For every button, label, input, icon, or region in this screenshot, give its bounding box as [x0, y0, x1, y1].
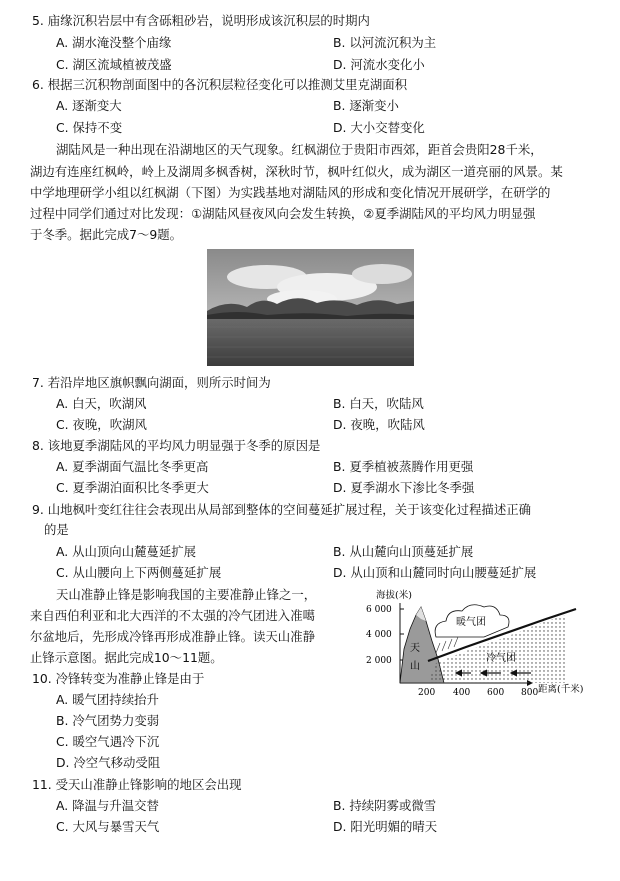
front-diagram: [366, 589, 598, 697]
passage1-line2: 湖边有连座红枫岭，岭上及湖周多枫香树，深秋时节，枫叶红似火，成为湖区一道亮丽的风景。某: [30, 164, 563, 179]
q11-option-a[interactable]: A. 降温与升温交替: [56, 798, 159, 813]
passage2-line3: 尔盆地后，先形成冷锋再形成准静止锋。读天山准静: [30, 629, 315, 644]
q6-option-b[interactable]: B. 逐渐变小: [333, 98, 399, 113]
q8-option-c[interactable]: C. 夏季湖泊面积比冬季更大: [56, 480, 209, 495]
y-axis-label: 海拔(米): [376, 590, 412, 601]
q7-option-c[interactable]: C. 夜晚，吹湖风: [56, 417, 147, 432]
q5-option-d[interactable]: D. 河流水变化小: [333, 57, 425, 72]
q9-option-c[interactable]: C. 从山腰向上下两侧蔓延扩展: [56, 565, 222, 580]
passage2-line2: 来自西伯利亚和北大西洋的不太强的冷气团进入准噶: [30, 608, 315, 623]
passage2-line1: 天山准静止锋是影响我国的主要准静止锋之一，: [56, 587, 317, 602]
y-tick-4000: 4 000: [366, 630, 392, 640]
q6-option-d[interactable]: D. 大小交替变化: [333, 120, 425, 135]
q5-option-c[interactable]: C. 湖区流域植被茂盛: [56, 57, 172, 72]
passage1-line4: 过程中同学们通过对比发现：①湖陆风昼夜风向会发生转换，②夏季湖陆风的平均风力明显强: [30, 206, 536, 221]
passage1-line3: 中学地理研学小组以红枫湖（下图）为实践基地对湖陆风的形成和变化情况开展研学，在研学的: [30, 185, 551, 200]
x-tick-600: 600: [487, 688, 505, 697]
q11-stem: 11. 受天山准静止锋影响的地区会出现: [32, 777, 242, 792]
mountain-label-1: 天: [410, 643, 420, 654]
q10-option-d[interactable]: D. 冷空气移动受阻: [56, 755, 161, 770]
q10-option-a[interactable]: A. 暖气团持续抬升: [56, 692, 159, 707]
mountain-label-2: 山: [410, 661, 420, 672]
q7-option-b[interactable]: B. 白天，吹陆风: [333, 396, 424, 411]
q11-option-d[interactable]: D. 阳光明媚的晴天: [333, 819, 438, 834]
q9-option-d[interactable]: D. 从山顶和山麓同时向山腰蔓延扩展: [333, 565, 537, 580]
passage2-line4: 止锋示意图。据此完成10～11题。: [30, 650, 223, 665]
q10-option-c[interactable]: C. 暖空气遇冷下沉: [56, 734, 160, 749]
q9-stem-line1: 9. 山地枫叶变红往往会表现出从局部到整体的空间蔓延扩展过程，关于该变化过程描述正确: [32, 502, 531, 517]
q5-option-a[interactable]: A. 湖水淹没整个庙缘: [56, 35, 172, 50]
x-tick-200: 200: [418, 688, 436, 697]
passage1-line5: 于冬季。据此完成7～9题。: [30, 227, 183, 242]
q7-stem: 7. 若沿岸地区旗帜飘向湖面，则所示时间为: [32, 375, 271, 390]
q10-option-b[interactable]: B. 冷气团势力变弱: [56, 713, 160, 728]
q6-stem: 6. 根据三沉积物剖面图中的各沉积层粒径变化可以推测艾里克湖面积: [32, 77, 408, 92]
q11-option-c[interactable]: C. 大风与暴雪天气: [56, 819, 160, 834]
q10-stem: 10. 冷锋转变为准静止锋是由于: [32, 671, 205, 686]
q6-option-a[interactable]: A. 逐渐变大: [56, 98, 122, 113]
q8-stem: 8. 该地夏季湖陆风的平均风力明显强于冬季的原因是: [32, 438, 321, 453]
q9-option-b[interactable]: B. 从山麓向山顶蔓延扩展: [333, 544, 474, 559]
warm-air-label: 暖气团: [456, 617, 486, 628]
q7-option-d[interactable]: D. 夜晚，吹陆风: [333, 417, 425, 432]
q9-stem-line2: 的是: [44, 522, 69, 537]
q11-option-b[interactable]: B. 持续阴雾或微雪: [333, 798, 437, 813]
q5-stem: 5. 庙缘沉积岩层中有含砾粗砂岩，说明形成该沉积层的时期内: [32, 13, 370, 28]
q8-option-b[interactable]: B. 夏季植被蒸腾作用更强: [333, 459, 474, 474]
q5-option-b[interactable]: B. 以河流沉积为主: [333, 35, 437, 50]
lake-photo: [207, 249, 414, 366]
q8-option-d[interactable]: D. 夏季湖水下渗比冬季强: [333, 480, 475, 495]
q7-option-a[interactable]: A. 白天，吹湖风: [56, 396, 147, 411]
y-tick-2000: 2 000: [366, 656, 392, 666]
y-tick-6000: 6 000: [366, 605, 392, 615]
x-tick-800: 800: [521, 688, 539, 697]
q6-option-c[interactable]: C. 保持不变: [56, 120, 123, 135]
x-axis-label: 距离(千米): [538, 684, 584, 695]
passage1-line1: 湖陆风是一种出现在沿湖地区的天气现象。红枫湖位于贵阳市西郊，距首会贵阳28千米，: [56, 142, 543, 157]
cold-air-label: 冷气团: [486, 653, 516, 664]
q8-option-a[interactable]: A. 夏季湖面气温比冬季更高: [56, 459, 209, 474]
x-tick-400: 400: [453, 688, 471, 697]
q9-option-a[interactable]: A. 从山顶向山麓蔓延扩展: [56, 544, 197, 559]
